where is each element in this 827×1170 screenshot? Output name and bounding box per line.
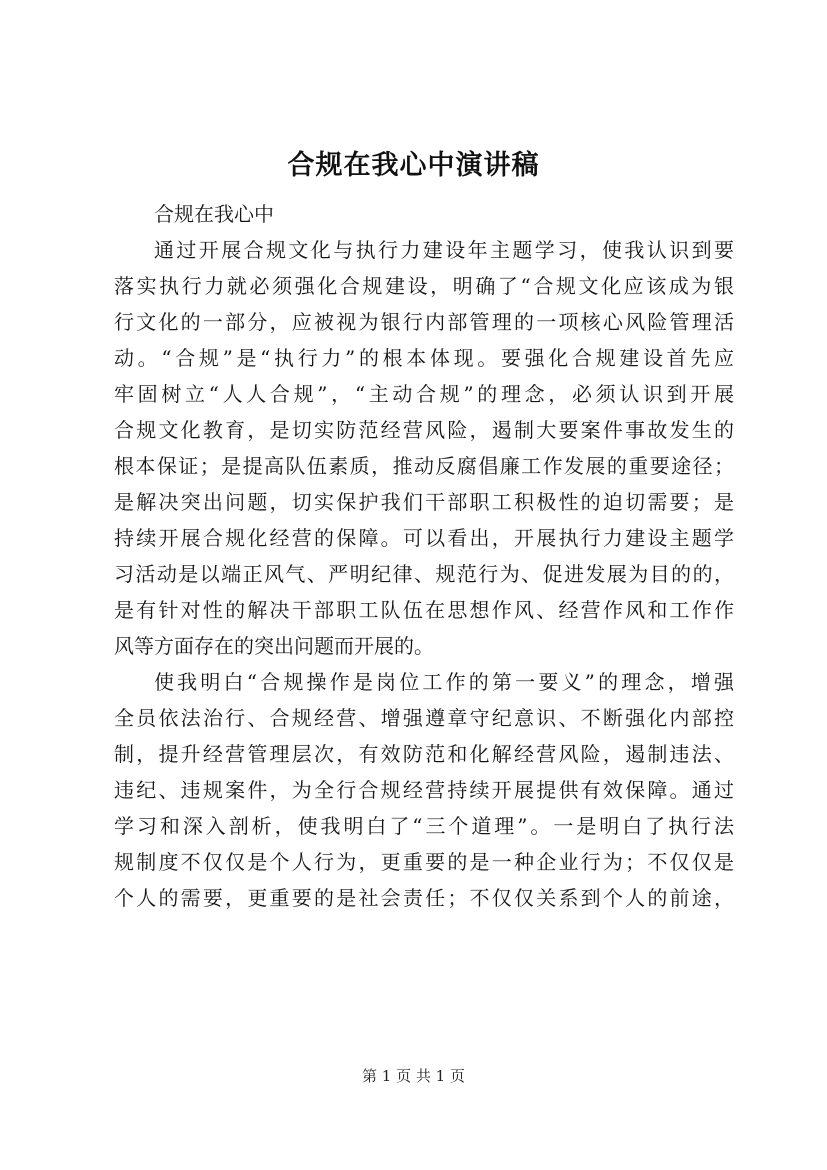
paragraph-line: 个人的需要，更重要的是社会责任；不仅仅关系到个人的前途，	[114, 886, 734, 910]
paragraph-line: 合规文化教育，是切实防范经营风险，遏制大要案件事故发生的	[114, 418, 734, 442]
paragraph-line: 规制度不仅仅是个人行为，更重要的是一种企业行为；不仅仅是	[114, 850, 734, 874]
paragraph-line: 制，提升经营管理层次，有效防范和化解经营风险，遏制违法、	[114, 742, 734, 766]
paragraph-line: 牢固树立“人人合规”，“主动合规”的理念，必须认识到开展	[114, 382, 734, 406]
document-body	[114, 196, 734, 916]
paragraph-line: 行文化的一部分，应被视为银行内部管理的一项核心风险管理活	[114, 310, 734, 334]
paragraph-line: 根本保证；是提高队伍素质，推动反腐倡廉工作发展的重要途径；	[114, 454, 734, 478]
paragraph-line: 通过开展合规文化与执行力建设年主题学习，使我认识到要	[154, 238, 734, 262]
page-footer: 第 1 页 共 1 页	[362, 1067, 465, 1085]
paragraph-line: 动。“合规”是“执行力”的根本体现。要强化合规建设首先应	[114, 346, 734, 370]
paragraph-line: 习活动是以端正风气、严明纪律、规范行为、促进发展为目的的，	[114, 562, 734, 586]
paragraph-line: 持续开展合规化经营的保障。可以看出，开展执行力建设主题学	[114, 526, 734, 550]
paragraph-line: 落实执行力就必须强化合规建设，明确了“合规文化应该成为银	[114, 274, 734, 298]
paragraph-line: 是解决突出问题，切实保护我们干部职工积极性的迫切需要；是	[114, 490, 734, 514]
paragraph-line: 全员依法治行、合规经营、增强遵章守纪意识、不断强化内部控	[114, 706, 734, 730]
subtitle-line: 合规在我心中	[154, 202, 274, 226]
paragraph-line: 使我明白“合规操作是岗位工作的第一要义”的理念，增强	[154, 670, 734, 694]
paragraph-line: 风等方面存在的突出问题而开展的。	[114, 634, 434, 658]
paragraph-line: 是有针对性的解决干部职工队伍在思想作风、经营作风和工作作	[114, 598, 734, 622]
page-title: 合规在我心中演讲稿	[287, 150, 540, 181]
paragraph-line: 违纪、违规案件，为全行合规经营持续开展提供有效保障。通过	[114, 778, 734, 802]
paragraph-line: 学习和深入剖析，使我明白了“三个道理”。一是明白了执行法	[114, 814, 734, 838]
